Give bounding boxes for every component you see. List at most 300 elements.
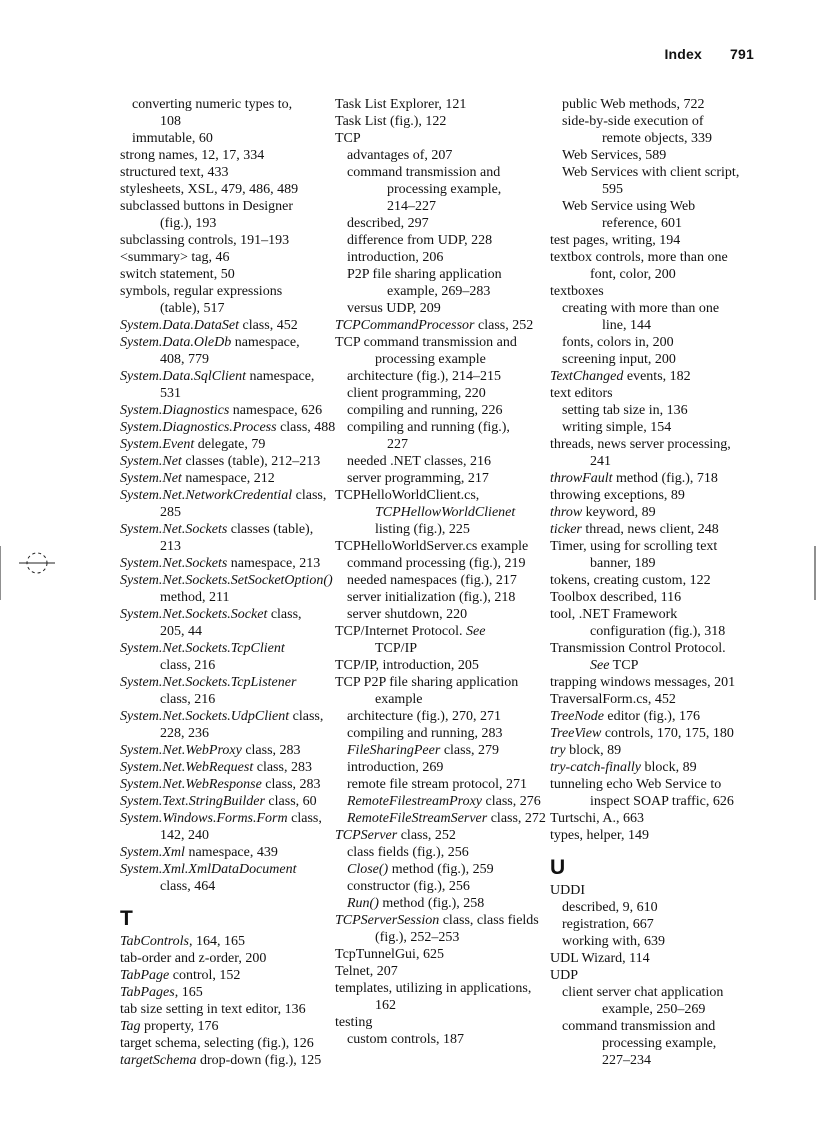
entry-text: class, 283 <box>261 777 321 792</box>
index-subentry <box>335 759 545 776</box>
index-entry <box>120 742 328 759</box>
entry-text: TCPHelloWorldClient.cs, <box>335 488 480 503</box>
index-entry <box>120 606 328 623</box>
index-entry <box>120 950 328 967</box>
index-entry-continuation <box>335 640 545 657</box>
entry-text: textbox controls, more than one <box>550 250 728 265</box>
entry-text: listing (fig.), 225 <box>375 522 470 537</box>
entry-text: 214–227 <box>387 199 436 214</box>
index-subentry <box>335 572 545 589</box>
entry-term-italic: try-catch-finally <box>550 760 641 775</box>
entry-text: TCP/IP, introduction, 205 <box>335 658 479 673</box>
index-entry <box>335 113 545 130</box>
index-entry <box>550 283 765 300</box>
entry-term-italic: System.Net.Sockets.Socket <box>120 607 268 622</box>
entry-text: configuration (fig.), 318 <box>590 624 726 639</box>
index-entry <box>335 912 545 929</box>
entry-text: public Web methods, 722 <box>562 97 705 112</box>
entry-term-italic: TCPServer <box>335 828 398 843</box>
entry-text: Web Services, 589 <box>562 148 667 163</box>
index-entry <box>120 572 333 589</box>
index-entry <box>550 572 765 589</box>
index-entry <box>550 640 765 657</box>
entry-text: working with, 639 <box>562 934 666 949</box>
index-entry <box>550 249 765 266</box>
entry-text: structured text, 433 <box>120 165 229 180</box>
entry-text: thread, news client, 248 <box>581 522 719 537</box>
index-entry-continuation <box>120 215 328 232</box>
index-entry <box>120 147 328 164</box>
entry-term-italic: System.Net.Sockets <box>120 522 228 537</box>
entry-text: 227 <box>387 437 408 452</box>
entry-text: namespace, 626 <box>229 403 323 418</box>
entry-text: class, <box>287 811 322 826</box>
index-subentry <box>120 130 328 147</box>
entry-text: namespace, 213 <box>227 556 321 571</box>
entry-term-italic: System.Net.Sockets.TcpListener <box>120 675 297 690</box>
index-entry-continuation <box>335 691 545 708</box>
section-letter <box>550 856 765 880</box>
index-entry <box>550 436 765 453</box>
entry-text: 227–234 <box>602 1053 651 1068</box>
entry-text: method (fig.), 259 <box>388 862 494 877</box>
index-entry <box>550 538 765 555</box>
index-entry-continuation <box>335 198 545 215</box>
entry-text: advantages of, 207 <box>347 148 453 163</box>
running-header <box>664 46 754 62</box>
entry-text: method (fig.), 718 <box>612 471 718 486</box>
index-entry-continuation <box>120 385 328 402</box>
index-entry <box>550 487 765 504</box>
entry-text: Web Service using Web <box>562 199 696 214</box>
index-entry <box>120 266 328 283</box>
index-entry-continuation <box>120 725 328 742</box>
entry-text: TCP command transmission and <box>335 335 517 350</box>
entry-term-italic: try <box>550 743 566 758</box>
entry-text: class, 252 <box>474 318 534 333</box>
entry-text: namespace, 212 <box>181 471 275 486</box>
index-subentry <box>550 96 765 113</box>
entry-text: property, 176 <box>140 1019 219 1034</box>
index-entry <box>550 504 765 521</box>
index-subentry <box>335 589 545 606</box>
entry-text: class, 252 <box>397 828 456 843</box>
entry-text: example, 269–283 <box>387 284 491 299</box>
index-entry-continuation <box>550 1052 765 1069</box>
entry-term-italic: System.Net <box>120 471 182 486</box>
entry-text: server shutdown, 220 <box>347 607 468 622</box>
entry-text: , 164, 165 <box>189 934 245 949</box>
entry-text: 228, 236 <box>160 726 209 741</box>
entry-text: client programming, 220 <box>347 386 486 401</box>
index-entry <box>550 385 765 402</box>
entry-term-italic: System.Net.NetworkCredential <box>120 488 293 503</box>
entry-term-italic: System.Net.Sockets.TcpClient <box>120 641 285 656</box>
entry-term-italic: System.Diagnostics <box>120 403 230 418</box>
index-entry <box>550 470 765 487</box>
index-subentry <box>550 933 765 950</box>
entry-text: UDP <box>550 968 579 983</box>
entry-text: 531 <box>160 386 181 401</box>
index-entry <box>120 487 328 504</box>
index-entry <box>120 933 328 950</box>
entry-text: font, color, 200 <box>590 267 676 282</box>
entry-text: threads, news server processing, <box>550 437 731 452</box>
index-entry-continuation <box>120 351 328 368</box>
index-subentry <box>550 419 765 436</box>
entry-text: custom controls, 187 <box>347 1032 465 1047</box>
index-entry <box>120 419 336 436</box>
index-subentry <box>335 368 545 385</box>
index-entry <box>120 521 328 538</box>
index-subentry <box>335 385 545 402</box>
index-subentry <box>550 402 765 419</box>
index-subentry <box>335 453 545 470</box>
index-entry <box>120 708 328 725</box>
entry-text: Toolbox described, 116 <box>550 590 682 605</box>
entry-text: class, 279 <box>440 743 500 758</box>
index-subentry <box>550 899 765 916</box>
index-subentry <box>550 300 765 317</box>
index-entry <box>120 283 328 300</box>
entry-text: UDL Wizard, 114 <box>550 951 650 966</box>
entry-text: subclassed buttons in Designer <box>120 199 294 214</box>
entry-text: symbols, regular expressions <box>120 284 283 299</box>
entry-text: 142, 240 <box>160 828 209 843</box>
entry-text: needed .NET classes, 216 <box>347 454 491 469</box>
index-entry-continuation <box>335 351 545 368</box>
entry-text: trapping windows messages, 201 <box>550 675 736 690</box>
index-entry-continuation <box>120 589 328 606</box>
entry-text: TcpTunnelGui, 625 <box>335 947 444 962</box>
entry-term-italic: System.Net <box>120 454 182 469</box>
entry-text: tunneling echo Web Service to <box>550 777 722 792</box>
entry-text: TCP <box>335 131 361 146</box>
index-entry-continuation <box>550 657 765 674</box>
index-entry <box>120 453 328 470</box>
entry-term-italic: System.Net.Sockets.SetSocketOption() <box>120 573 333 588</box>
index-entry <box>550 708 765 725</box>
index-entry <box>550 232 765 249</box>
index-subentry <box>335 300 545 317</box>
index-entry <box>120 555 328 572</box>
index-entry-continuation <box>550 623 765 640</box>
entry-text: method, 211 <box>160 590 230 605</box>
index-subentry <box>335 402 545 419</box>
index-subentry <box>120 96 328 113</box>
entry-text: types, helper, 149 <box>550 828 649 843</box>
entry-text: class fields (fig.), 256 <box>347 845 469 860</box>
entry-text: class, 276 <box>482 794 541 809</box>
entry-text: control, 152 <box>169 968 241 983</box>
index-subentry <box>335 606 545 623</box>
index-entry <box>120 640 328 657</box>
entry-text: server initialization (fig.), 218 <box>347 590 516 605</box>
index-entry <box>550 368 765 385</box>
entry-text: inspect SOAP traffic, 626 <box>590 794 734 809</box>
entry-term-italic: throwFault <box>550 471 613 486</box>
entry-text: Web Services with client script, <box>562 165 740 180</box>
entry-text: constructor (fig.), 256 <box>347 879 470 894</box>
index-subentry <box>335 232 545 249</box>
entry-term-italic: System.Net.Sockets.UdpClient <box>120 709 290 724</box>
entry-text: class, 60 <box>264 794 317 809</box>
entry-term-italic: System.Net.WebResponse <box>120 777 262 792</box>
index-entry <box>335 827 545 844</box>
entry-text: server programming, 217 <box>347 471 489 486</box>
entry-text: classes (table), <box>227 522 314 537</box>
entry-text: command transmission and <box>562 1019 716 1034</box>
entry-text: keyword, 89 <box>582 505 656 520</box>
entry-text: UDDI <box>550 883 585 898</box>
index-entry <box>550 967 765 984</box>
index-subentry <box>335 249 545 266</box>
index-entry <box>550 606 765 623</box>
index-subentry <box>550 1018 765 1035</box>
index-entry <box>120 967 328 984</box>
index-entry <box>335 538 545 555</box>
index-column-2 <box>335 96 545 1048</box>
index-entry <box>120 861 328 878</box>
entry-text: 205, 44 <box>160 624 202 639</box>
entry-text: processing example, <box>602 1036 717 1051</box>
entry-text: processing example <box>375 352 486 367</box>
entry-term-italic: Close() <box>347 862 389 877</box>
entry-term-italic: System.Text.StringBuilder <box>120 794 265 809</box>
index-subentry <box>335 419 545 436</box>
index-entry <box>120 1018 328 1035</box>
index-subentry <box>335 555 545 572</box>
index-subentry <box>550 916 765 933</box>
index-entry <box>120 810 328 827</box>
index-entry <box>550 691 765 708</box>
entry-term-italic: System.Data.OleDb <box>120 335 232 350</box>
entry-term-italic: TabControls <box>120 934 189 949</box>
entry-term-italic: FileSharingPeer <box>347 743 441 758</box>
entry-text: example, 250–269 <box>602 1002 706 1017</box>
entry-text: throwing exceptions, 89 <box>550 488 685 503</box>
index-entry-continuation <box>120 300 328 317</box>
entry-term-italic: TabPage <box>120 968 170 983</box>
entry-term-italic: See <box>590 658 610 673</box>
index-entry-continuation <box>120 538 328 555</box>
entry-text: class, <box>292 488 327 503</box>
entry-text: namespace, <box>246 369 315 384</box>
entry-text: command transmission and <box>347 165 501 180</box>
index-subentry <box>335 742 545 759</box>
index-entry <box>335 674 545 691</box>
entry-text: versus UDP, 209 <box>347 301 441 316</box>
entry-term-italic: System.Net.WebRequest <box>120 760 254 775</box>
index-entry-continuation <box>335 929 545 946</box>
index-subentry <box>335 844 545 861</box>
index-entry <box>335 623 545 640</box>
entry-text: classes (table), 212–213 <box>181 454 321 469</box>
index-entry <box>120 1001 328 1018</box>
index-entry <box>550 776 765 793</box>
entry-text: reference, 601 <box>602 216 683 231</box>
index-entry-continuation <box>550 555 765 572</box>
entry-text: U <box>550 856 566 879</box>
index-entry <box>120 249 328 266</box>
index-entry <box>120 470 328 487</box>
index-entry <box>550 950 765 967</box>
index-subentry <box>335 895 545 912</box>
index-entry-continuation <box>550 1001 765 1018</box>
index-subentry <box>335 725 545 742</box>
entry-text: described, 9, 610 <box>562 900 658 915</box>
entry-text: testing <box>335 1015 373 1030</box>
index-entry <box>335 130 545 147</box>
index-subentry <box>550 334 765 351</box>
entry-term-italic: TabPages <box>120 985 175 1000</box>
index-entry-continuation <box>335 181 545 198</box>
index-entry <box>550 759 765 776</box>
entry-text: tokens, creating custom, 122 <box>550 573 711 588</box>
index-entry <box>550 827 765 844</box>
entry-text: example <box>375 692 423 707</box>
entry-text: side-by-side execution of <box>562 114 704 129</box>
index-entry-continuation <box>550 181 765 198</box>
index-entry <box>120 1035 328 1052</box>
entry-term-italic: System.Xml <box>120 845 185 860</box>
index-subentry <box>335 470 545 487</box>
index-entry-continuation <box>550 317 765 334</box>
entry-text: TCPHelloWorldServer.cs example <box>335 539 529 554</box>
index-entry <box>550 725 765 742</box>
entry-text: Task List (fig.), 122 <box>335 114 447 129</box>
entry-term-italic: System.Data.DataSet <box>120 318 239 333</box>
page-number: 791 <box>730 46 754 62</box>
header-title: Index <box>664 46 703 62</box>
index-entry-continuation <box>120 691 328 708</box>
index-entry-continuation <box>550 215 765 232</box>
entry-term-italic: TCPCommandProcessor <box>335 318 475 333</box>
entry-text: templates, utilizing in applications, <box>335 981 532 996</box>
entry-text: (fig.), 252–253 <box>375 930 460 945</box>
entry-term-italic: System.Data.SqlClient <box>120 369 246 384</box>
entry-term-italic: System.Diagnostics.Process <box>120 420 277 435</box>
index-subentry <box>335 164 545 181</box>
index-subentry <box>550 984 765 1001</box>
entry-text: block, 89 <box>640 760 697 775</box>
index-subentry <box>335 1031 545 1048</box>
entry-term-italic: System.Net.Sockets <box>120 556 228 571</box>
entry-text: editor (fig.), 176 <box>603 709 700 724</box>
entry-text: described, 297 <box>347 216 429 231</box>
entry-text: namespace, <box>231 335 300 350</box>
entry-text: class, <box>267 607 302 622</box>
entry-text: delegate, 79 <box>194 437 266 452</box>
entry-text: events, 182 <box>623 369 691 384</box>
index-entry <box>120 164 328 181</box>
entry-text: setting tab size in, 136 <box>562 403 688 418</box>
index-entry-continuation <box>120 504 328 521</box>
entry-text: subclassing controls, 191–193 <box>120 233 290 248</box>
entry-text: converting numeric types to, <box>132 97 293 112</box>
entry-text: textboxes <box>550 284 604 299</box>
entry-text: controls, 170, 175, 180 <box>601 726 734 741</box>
index-entry-continuation <box>335 504 545 521</box>
index-entry-continuation <box>120 623 328 640</box>
entry-text: class, 452 <box>238 318 298 333</box>
index-entry <box>120 776 328 793</box>
entry-text: class, 464 <box>160 879 216 894</box>
entry-text: architecture (fig.), 214–215 <box>347 369 501 384</box>
entry-text: switch statement, 50 <box>120 267 235 282</box>
entry-text: class, <box>289 709 324 724</box>
entry-text: test pages, writing, 194 <box>550 233 681 248</box>
entry-term-italic: TCPHellowWorldClienet <box>375 505 516 520</box>
entry-text: target schema, selecting (fig.), 126 <box>120 1036 314 1051</box>
index-entry-continuation <box>550 453 765 470</box>
entry-text: difference from UDP, 228 <box>347 233 493 248</box>
entry-term-italic: RemoteFilestreamProxy <box>347 794 483 809</box>
entry-text: needed namespaces (fig.), 217 <box>347 573 517 588</box>
index-subentry <box>335 147 545 164</box>
entry-text: Timer, using for scrolling text <box>550 539 718 554</box>
entry-text: compiling and running, 283 <box>347 726 503 741</box>
index-entry-continuation <box>550 266 765 283</box>
entry-text: class, 283 <box>253 760 312 775</box>
index-subentry <box>550 147 765 164</box>
entry-text: P2P file sharing application <box>347 267 502 282</box>
entry-text: line, 144 <box>602 318 651 333</box>
index-subentry <box>550 113 765 130</box>
entry-text: TCP/Internet Protocol. <box>335 624 467 639</box>
index-entry-continuation <box>120 657 328 674</box>
index-subentry <box>335 793 545 810</box>
entry-term-italic: Tag <box>120 1019 141 1034</box>
entry-text: 408, 779 <box>160 352 209 367</box>
index-entry <box>550 882 765 899</box>
index-entry <box>120 1052 328 1069</box>
index-entry-continuation <box>335 997 545 1014</box>
entry-text: introduction, 206 <box>347 250 444 265</box>
entry-text: architecture (fig.), 270, 271 <box>347 709 501 724</box>
entry-text: 213 <box>160 539 181 554</box>
index-entry <box>120 317 328 334</box>
index-entry-continuation <box>335 521 545 538</box>
entry-text: registration, 667 <box>562 917 654 932</box>
index-entry <box>550 742 765 759</box>
entry-text: TCP/IP <box>375 641 418 656</box>
index-column-1 <box>120 96 336 1069</box>
entry-term-italic: System.Windows.Forms.Form <box>120 811 288 826</box>
entry-text: drop-down (fig.), 125 <box>196 1053 322 1068</box>
index-subentry <box>335 776 545 793</box>
index-entry <box>550 521 765 538</box>
entry-text: class, 488 <box>276 420 336 435</box>
entry-text: 285 <box>160 505 181 520</box>
index-entry <box>120 181 328 198</box>
entry-term-italic: RemoteFileStreamServer <box>347 811 488 826</box>
index-subentry <box>550 198 765 215</box>
entry-text: remote objects, 339 <box>602 131 713 146</box>
entry-text: stylesheets, XSL, 479, 486, 489 <box>120 182 299 197</box>
index-entry <box>550 589 765 606</box>
index-entry <box>120 334 328 351</box>
index-entry-continuation <box>120 878 328 895</box>
index-entry <box>120 198 328 215</box>
index-subentry <box>335 708 545 725</box>
index-entry <box>335 980 545 997</box>
entry-text: tool, .NET Framework <box>550 607 678 622</box>
index-entry <box>120 232 328 249</box>
entry-term-italic: See <box>466 624 486 639</box>
entry-text: introduction, 269 <box>347 760 444 775</box>
entry-text: writing simple, 154 <box>562 420 672 435</box>
